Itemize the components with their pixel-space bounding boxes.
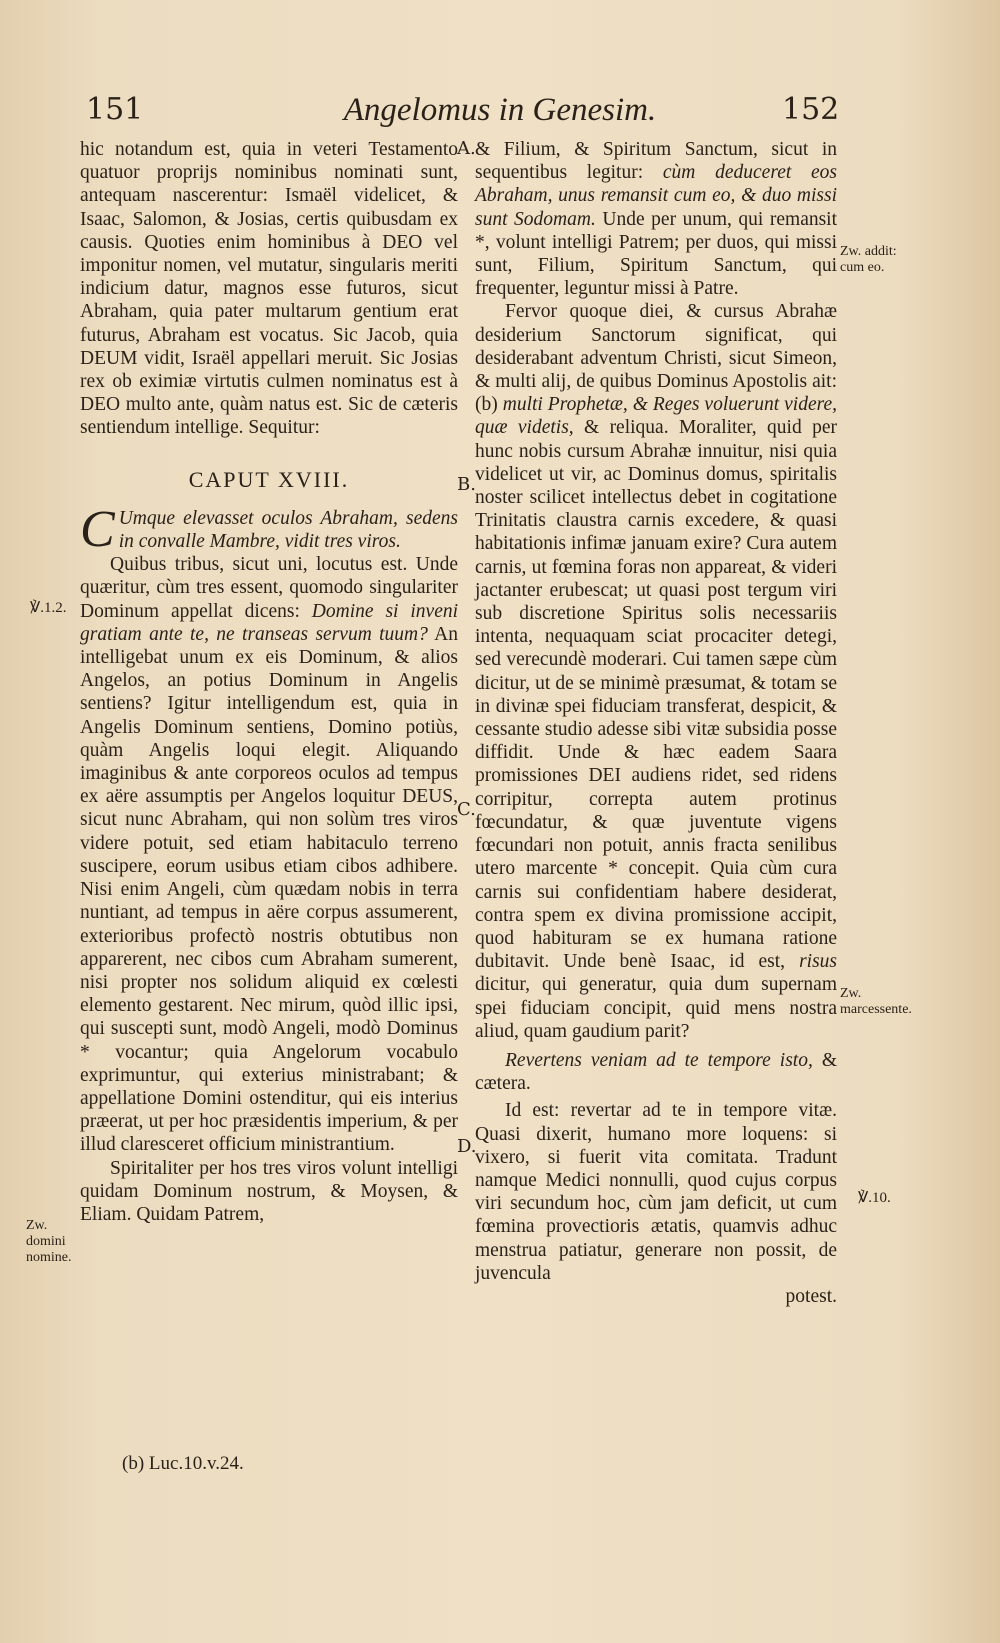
right-paragraph-2-b: & reliqua. Moraliter, quid per hunc nobis cursum Abrahæ innuitur, nisi quia videlicet ut vir, ac Dominus domus, spiritalis noster scilicet intellectus debet in cogitatione Trinitatis claustra carnis excedere, & quasi habitationis infimæ januam exire? Cura autem carnis, ut fœmina foras non appareat, & videri jactanter erubescat; ut quasi post tergum viri sub discretione Spiritus solis necessariis intenta, nequaquam sciat procaciter detegi, sed verecundè moderari. Cui tamen sæpe cùm dicitur, ut de se minimè præsumat, & totam se in divinæ spei fiduciam transferat, despicit, & cessante studio adesse sibi vitæ subsidia posse diffidit. Unde & hæc eadem Saara promissiones DEI audiens ridet, sed ridens corripitur, correpta autem protinus fœcundatur, & quæ juventute vigens fœcundari non potuit, annis fracta senilibus utero marcente * concepit. Quia cùm cura carnis sui confidentiam habere desiderat, contra spem ex divina promissione accipit, quod habituram se ex humana ratione dubitavit. Unde benè Isaac, id est, <box>475 417 837 973</box>
verse-marker-10: ℣.10. <box>858 1190 891 1206</box>
margin-note-right-1: Zw. addit: cum eo. <box>840 244 897 275</box>
verse-10-quote: Revertens veniam ad te tempore isto, <box>505 1049 813 1071</box>
left-column <box>80 138 458 1226</box>
running-title: Angelomus in Genesim. <box>343 92 657 128</box>
chapter-heading: CAPUT XVIII. <box>188 466 350 492</box>
right-paragraph-1 <box>475 138 837 300</box>
left-paragraph-1: hic notandum est, quia in veteri Testamento quatuor proprijs nominibus nominati sunt, antequam nascerentur: Ismaël videlicet, & Isaac, Salomon, & Josias, certis quibusdam ex causis. Quoties enim hominibus à DEO vel imponitur nomen, vel mutatur, singularis meriti indicium datur, magnos esse futuros, sicut Abraham, quia pater multarum gentium erat futurus, Abraham est vocatus. Sic Jacob, quia DEUM vidit, Israël appellari meruit. Sic Josias rex ob eximiæ virtutis culmen nominatus est à DEO multo ante, quàm natus est. Sic de cæteris sentiendum intellige. Sequitur: <box>80 139 458 439</box>
right-paragraph-2-quote: multi Prophetæ, & Reges voluerunt videre, quæ videtis, <box>475 394 838 439</box>
right-paragraph-3: Id est: revertar ad te in tempore vitæ. Quasi dixerit, humano more loquens: si vixero, si fuerit vita comitata. Tradunt namque Medici nonnulli, quod cujus corpus viri secundum hoc, cùm jam deficit, ut cum fœmina provectioris ætatis, quamvis adhuc menstrua patiatur, generare non possit, de juvencula <box>475 1100 837 1284</box>
page-header <box>0 92 1000 138</box>
right-paragraph-2 <box>475 300 837 1043</box>
left-paragraph-2-quote: Domine si inveni gratiam ante te, ne transeas servum tuum? <box>80 600 459 645</box>
page-number-right: 152 <box>782 92 840 127</box>
left-paragraph-3: Spiritaliter per hos tres viros volunt intelligi quidam Dominum nostrum, & Moysen, & Eliam. Quidam Patrem, <box>80 1157 458 1225</box>
section-mark-d: D. <box>457 1136 477 1157</box>
section-mark-c: C. <box>457 799 476 820</box>
left-paragraph-2 <box>80 553 458 1156</box>
verse-marker-1: ℣.1.2. <box>30 600 67 616</box>
page-number-left: 151 <box>86 92 144 127</box>
verse-10-tail: & cætera. <box>475 1049 838 1095</box>
verse-1-paragraph <box>80 500 458 558</box>
right-paragraph-3-end: potest. <box>785 1285 837 1307</box>
drop-cap: C <box>80 500 115 558</box>
right-paragraph-1-b: Unde per unum, qui remansit *, volunt intelligi Patrem; per duos, qui missi sunt, Filium, Spiritum Sanctum, qui frequenter, leguntur missi à Patre. <box>475 208 838 300</box>
verse-10-paragraph <box>475 1049 837 1095</box>
right-paragraph-1-a: & Filium, & Spiritum Sanctum, sicut in sequentibus legitur: <box>475 139 837 184</box>
right-column <box>475 138 837 1308</box>
section-mark-a: A. <box>457 138 476 159</box>
left-paragraph-2-a: Quibus tribus, sicut uni, locutus est. Unde quæritur, cùm tres essent, quomodo singulariter Dominum appellat dicens: <box>80 554 458 622</box>
left-paragraph-2-b: An intelligebat unum ex eis Dominum, & alios Angelos, an potius Dominum in Angelis sentiens? Igitur intelligendum est, quia in Angelis Dominum sentiens, Domino potiùs, quàm Angelis loqui elegit. Aliquando imaginibus & ante corporeos oculos ad tempus ex aëre assumptis per Angelos loquitur DEUS, sicut nunc Abraham, qui non solùm tres viros videre potuit, sed etiam habitaculo terreno suscipere, eorum usibus etiam cibos adhibere. Nisi enim Angeli, cùm quædam nobis in terra nuntiant, ad tempus in aëre corpus assumerent, exterioribus profectò nostris obtutibus non apparerent, nec cibos cum Abraham sumerent, nisi propter nos solidum aliquid ex cœlesti elemento gestarent. Nec mirum, quòd illic ipsi, qui suscepti sunt, modò Angeli, modò Dominus * vocantur; quia Angelorum vocabulo exprimuntur, qui exterius ministrabant; & appellatione Domini ostenditur, qui eis interius præerat, ut per hoc præsidentis imperium, & per illud claresceret officium ministrantium. <box>80 623 458 1156</box>
footnote: (b) Luc.10.v.24. <box>122 1453 244 1474</box>
right-paragraph-1-quote: cùm deduceret eos Abraham, unus remansit cum eo, & duo missi sunt Sodomam. <box>475 162 838 230</box>
right-paragraph-2-c: dicitur, qui generatur, quia dum supernam spei fiduciam concipit, quid mens nostra aliud, quam gaudium parit? <box>475 974 837 1042</box>
risus-word: risus <box>799 951 837 973</box>
margin-note-left-1: Zw. domini nomine. <box>26 1218 72 1265</box>
section-mark-b: B. <box>457 474 476 495</box>
margin-note-right-2: Zw. marcessente. <box>840 986 912 1017</box>
verse-1-quote: Umque elevasset oculos Abraham, sedens in convalle Mambre, vidit tres viros. <box>118 507 458 553</box>
right-paragraph-2-a: Fervor quoque diei, & cursus Abrahæ desiderium Sanctorum significat, qui desiderabant adventum Christi, sicut Simeon, & multi alij, de quibus Dominus Apostolis ait: (b) <box>475 301 837 416</box>
